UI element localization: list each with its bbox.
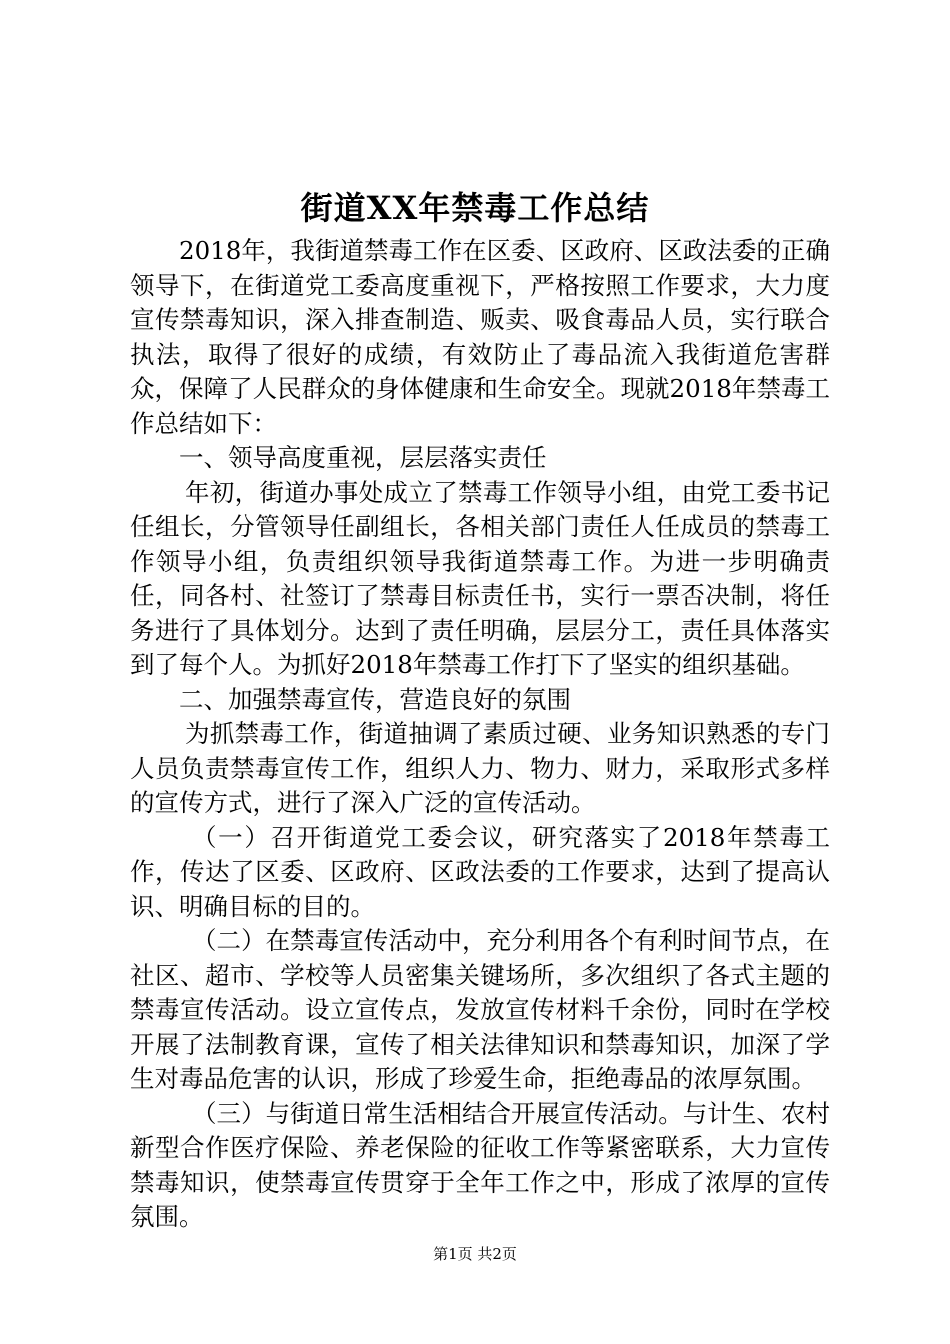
- paragraph-intro: 2018年，我街道禁毒工作在区委、区政府、区政法委的正确领导下，在街道党工委高度重视下，严格按照工作要求，大力度宣传禁毒知识，深入排查制造、贩卖、吸食毒品人员，实行联合执法，取得了很好的成绩，有效防止了毒品流入我街道危害群众，保障了人民群众的身体健康和生命安全。现就2018年禁毒工作总结如下：: [130, 236, 830, 438]
- section-heading-2: 二、加强禁毒宣传，营造良好的氛围: [179, 684, 571, 714]
- section-heading-1: 一、领导高度重视，层层落实责任: [179, 443, 547, 472]
- paragraph-section-2: 为抓禁毒工作，街道抽调了素质过硬、业务知识熟悉的专门人员负责禁毒宣传工作，组织人力、物力、财力，采取形式多样的宣传方式，进行了深入广泛的宣传活动。: [130, 719, 830, 817]
- document-body: [130, 234, 830, 1235]
- paragraph-section-1: 年初，街道办事处成立了禁毒工作领导小组，由党工委书记任组长，分管领导任副组长，各相关部门责任人任成员的禁毒工作领导小组，负责组织领导我街道禁毒工作。为进一步明确责任，同各村、社签订了禁毒目标责任书，实行一票否决制，将任务进行了具体划分。达到了责任明确，层层分工，责任具体落实到了每个人。为抓好2018年禁毒工作打下了坚实的组织基础。: [130, 477, 830, 679]
- paragraph-item-3: （三）与街道日常生活相结合开展宣传活动。与计生、农村新型合作医疗保险、养老保险的征收工作等紧密联系，大力宣传禁毒知识，使禁毒宣传贯穿于全年工作之中，形成了浓厚的宣传氛围。: [130, 1098, 830, 1231]
- page-number-footer: 第1页 共2页: [433, 1245, 517, 1263]
- paragraph-item-2: （二）在禁毒宣传活动中，充分利用各个有利时间节点，在社区、超市、学校等人员密集关键场所，多次组织了各式主题的禁毒宣传活动。设立宣传点，发放宣传材料千余份，同时在学校开展了法制教育课，宣传了相关法律知识和禁毒知识，加深了学生对毒品危害的认识，形成了珍爱生命，拒绝毒品的浓厚氛围。: [130, 926, 830, 1093]
- paragraph-item-1: （一）召开街道党工委会议，研究落实了2018年禁毒工作，传达了区委、区政府、区政法委的工作要求，达到了提高认识、明确目标的目的。: [130, 822, 830, 921]
- document-title: 街道XX年禁毒工作总结: [300, 189, 650, 227]
